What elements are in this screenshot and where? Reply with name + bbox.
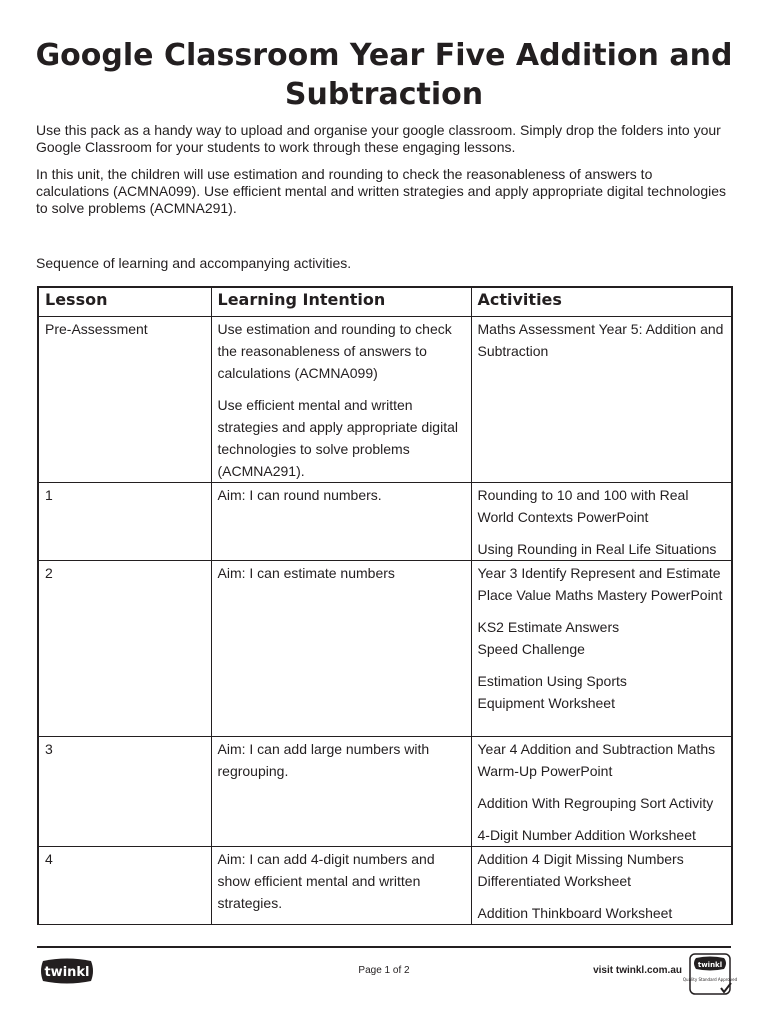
intention-text: Aim: I can round numbers. bbox=[217, 487, 382, 503]
column-header-learning-intention: Learning Intention bbox=[211, 287, 471, 317]
activity-item: Maths Assessment Year 5: Addition and Subtraction bbox=[477, 321, 724, 359]
intro-paragraph-1: Use this pack as a handy way to upload and organise your google classroom. Simply drop the folders into your Google Classroom for your students to work through these engaging lessons. bbox=[36, 122, 721, 155]
twinkl-logo bbox=[37, 955, 97, 987]
svg-text:twinkl: twinkl bbox=[697, 961, 723, 969]
page-number: Page 1 of 2 bbox=[358, 965, 410, 976]
lesson-cell: 1 bbox=[38, 483, 211, 561]
activity-item: Year 4 Addition and Subtraction Maths Warm-Up PowerPoint bbox=[477, 741, 716, 779]
activities-cell bbox=[471, 737, 732, 847]
page-title: Google Classroom Year Five Addition and Subtraction bbox=[35, 38, 733, 112]
column-header-lesson: Lesson bbox=[38, 287, 211, 317]
table-row bbox=[38, 561, 732, 737]
activity-item: Rounding to 10 and 100 with Real World Contexts PowerPoint bbox=[477, 487, 689, 525]
intention-cell bbox=[211, 483, 471, 561]
activities-cell bbox=[471, 847, 732, 925]
svg-text:Quality Standard Approved: Quality Standard Approved bbox=[682, 977, 738, 982]
lesson-cell: Pre-Assessment bbox=[38, 317, 211, 483]
activity-item: Year 3 Identify Represent and Estimate Place Value Maths Mastery PowerPoint bbox=[477, 565, 723, 603]
lesson-cell: 2 bbox=[38, 561, 211, 737]
intention-cell bbox=[211, 561, 471, 737]
table-row bbox=[38, 317, 732, 483]
activity-item: KS2 Estimate Answers Speed Challenge bbox=[477, 619, 620, 657]
activity-item: Addition 4 Digit Missing Numbers Differentiated Worksheet bbox=[477, 851, 684, 889]
sequence-label: Sequence of learning and accompanying activities. bbox=[36, 255, 352, 271]
visit-link[interactable]: visit twinkl.com.au bbox=[593, 965, 682, 976]
lesson-cell: 4 bbox=[38, 847, 211, 925]
activity-item: 4-Digit Number Addition Worksheet bbox=[477, 827, 696, 843]
column-header-activities: Activities bbox=[471, 287, 732, 317]
lesson-cell: 3 bbox=[38, 737, 211, 847]
sequence-table bbox=[37, 286, 733, 925]
activities-cell bbox=[471, 561, 732, 737]
svg-text:twinkl: twinkl bbox=[44, 965, 90, 980]
intention-text: Aim: I can estimate numbers bbox=[217, 565, 395, 581]
intention-cell bbox=[211, 317, 471, 483]
intention-cell bbox=[211, 737, 471, 847]
intention-text: Use efficient mental and written strategies and apply appropriate digital technologies to solve problems (ACMNA291). bbox=[217, 397, 458, 479]
table-row bbox=[38, 483, 732, 561]
activity-item: Addition With Regrouping Sort Activity bbox=[477, 795, 714, 811]
activity-item: Using Rounding in Real Life Situations bbox=[477, 541, 717, 557]
activity-item: Estimation Using Sports Equipment Worksheet bbox=[477, 673, 627, 711]
intro-paragraph-2: In this unit, the children will use estimation and rounding to check the reasonableness of answers to calculations (ACMNA099). Use efficient mental and written strategies and apply appropriate digital technologies to solve problems (ACMNA291). bbox=[36, 166, 727, 216]
quality-badge-icon bbox=[682, 952, 738, 996]
intention-text: Use estimation and rounding to check the reasonableness of answers to calculations (ACMNA099) bbox=[217, 321, 452, 381]
footer-divider bbox=[37, 946, 731, 948]
activity-item: Addition Thinkboard Worksheet bbox=[477, 905, 673, 921]
intention-text: Aim: I can add large numbers with regrouping. bbox=[217, 741, 430, 779]
table-header-row bbox=[38, 287, 732, 317]
intention-cell bbox=[211, 847, 471, 925]
activities-cell bbox=[471, 317, 732, 483]
activities-cell bbox=[471, 483, 732, 561]
table-row bbox=[38, 847, 732, 925]
table-row bbox=[38, 737, 732, 847]
intention-text: Aim: I can add 4-digit numbers and show efficient mental and written strategies. bbox=[217, 851, 435, 911]
